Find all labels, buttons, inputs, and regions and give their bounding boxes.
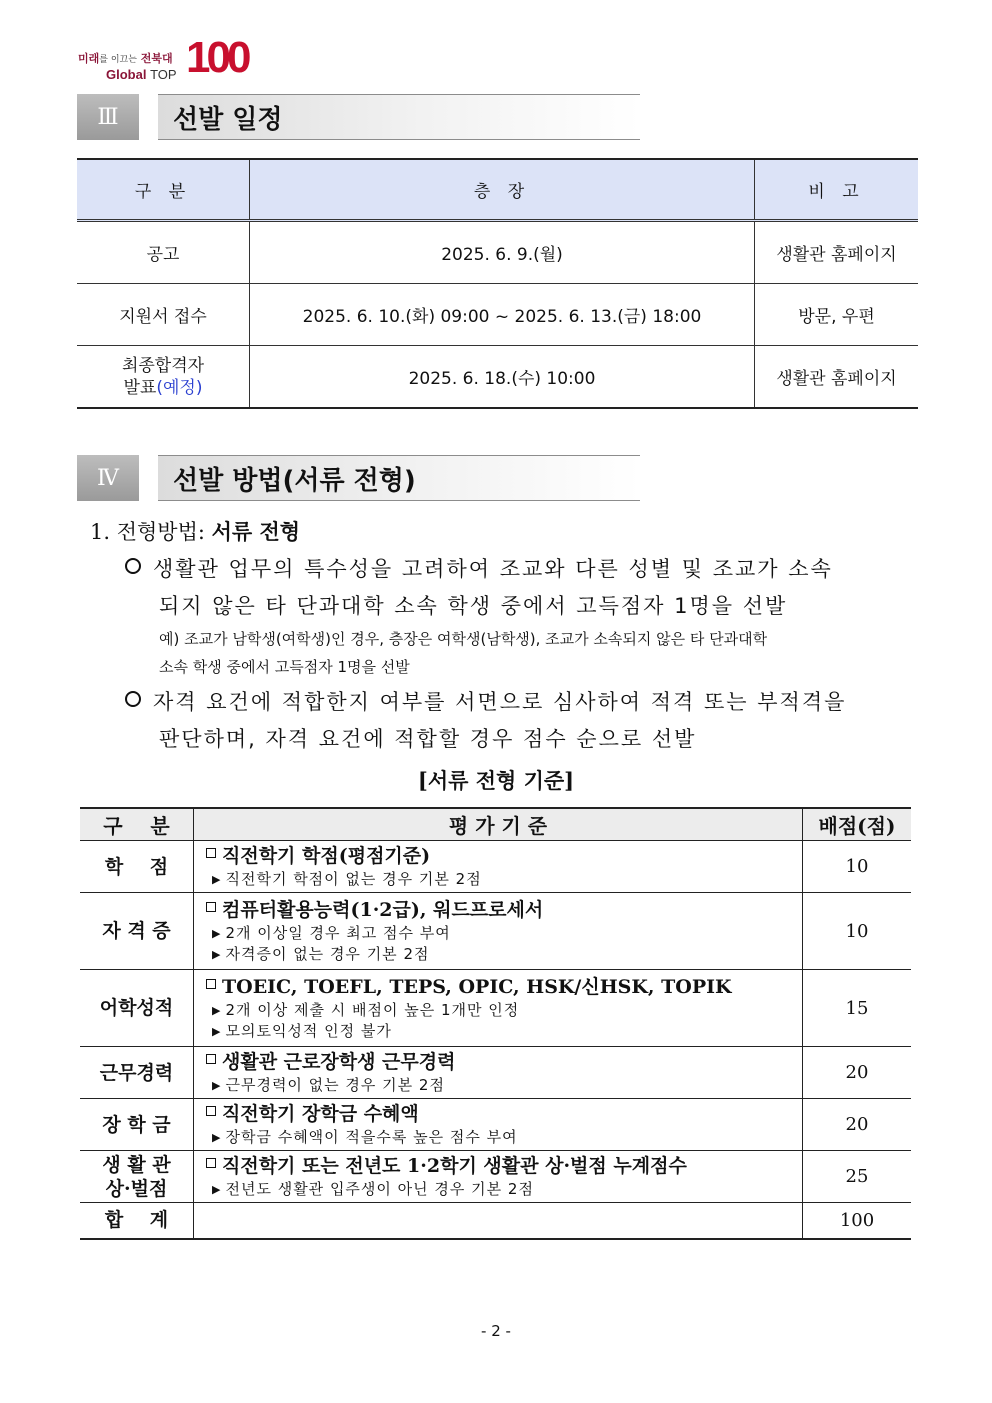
bullet-2-line1: 자격 요건에 적합한지 여부를 서면으로 심사하여 적격 또는 부적격을: [125, 686, 846, 716]
criteria-cell: 직전학기 학점(평점기준) ▶ 직전학기 학점이 없는 경우 기본 2점: [194, 841, 803, 893]
table-row: [77, 284, 918, 346]
schedule-note: 생활관 홈페이지: [755, 221, 919, 284]
logo-100: 100: [186, 33, 248, 82]
section3-number: Ⅲ: [77, 94, 139, 140]
page-number: - 2 -: [481, 1322, 511, 1340]
example-line2: 소속 학생 중에서 고득점자 1명을 선발: [159, 658, 410, 676]
triangle-bullet-icon: ▶: [212, 947, 222, 961]
triangle-bullet-icon: ▶: [212, 1182, 222, 1196]
criteria-header-category: 구 분: [80, 808, 194, 841]
triangle-bullet-icon: ▶: [212, 1078, 222, 1092]
total-score: 100: [803, 1203, 912, 1239]
square-bullet-icon: [206, 902, 216, 912]
schedule-date: 2025. 6. 10.(화) 09:00 ~ 2025. 6. 13.(금) 18:00: [250, 284, 755, 346]
criteria-cell: TOEIC, TOEFL, TEPS, OPIC, HSK/신HSK, TOPIK ▶ 2개 이상 제출 시 배점이 높은 1개만 인정 ▶ 모의토익성적 인정 불가: [194, 970, 803, 1047]
schedule-date: 2025. 6. 9.(월): [250, 221, 755, 284]
triangle-bullet-icon: ▶: [212, 1130, 222, 1144]
criteria-category: 생 활 관 상·벌점: [80, 1151, 194, 1203]
criteria-category: 근무경력: [80, 1047, 194, 1099]
criteria-score: 10: [803, 841, 912, 893]
table-row: [77, 221, 918, 284]
square-bullet-icon: [206, 1106, 216, 1116]
criteria-header-row: [80, 808, 911, 841]
total-empty-cell: [194, 1203, 803, 1239]
circle-bullet-icon: [125, 691, 141, 707]
criteria-cell: 직전학기 장학금 수혜액 ▶ 장학금 수혜액이 적을수록 높은 점수 부여: [194, 1099, 803, 1151]
criteria-cell: 직전학기 또는 전년도 1·2학기 생활관 상·벌점 누계점수 ▶ 전년도 생활관 입주생이 아닌 경우 기본 2점: [194, 1151, 803, 1203]
bullet-1-line1: 생활관 업무의 특수성을 고려하여 조교와 다른 성별 및 조교가 소속: [125, 553, 833, 583]
circle-bullet-icon: [125, 558, 141, 574]
section4-title: 선발 방법(서류 전형): [158, 455, 640, 501]
square-bullet-icon: [206, 979, 216, 989]
method-line: 1. 전형방법: 서류 전형: [90, 519, 301, 544]
criteria-category: 장 학 금: [80, 1099, 194, 1151]
criteria-header-score: 배점(점): [803, 808, 912, 841]
schedule-label: 지원서 접수: [77, 284, 250, 346]
triangle-bullet-icon: ▶: [212, 926, 222, 940]
schedule-note: 생활관 홈페이지: [755, 346, 919, 409]
schedule-label: 최종합격자 발표(예정): [77, 346, 250, 409]
criteria-score: 25: [803, 1151, 912, 1203]
triangle-bullet-icon: ▶: [212, 1024, 222, 1038]
square-bullet-icon: [206, 1158, 216, 1168]
table-row: [80, 1151, 911, 1203]
total-row: [80, 1203, 911, 1239]
triangle-bullet-icon: ▶: [212, 872, 222, 886]
bullet-1-line2: 되지 않은 타 단과대학 소속 학생 중에서 고득점자 1명을 선발: [159, 594, 788, 618]
total-label: 합 계: [80, 1203, 194, 1239]
section4-number: Ⅳ: [77, 455, 139, 501]
schedule-note: 방문, 우편: [755, 284, 919, 346]
schedule-table: [77, 158, 918, 409]
criteria-score: 20: [803, 1099, 912, 1151]
logo-global-top: Global TOP: [106, 67, 177, 82]
table-row: [80, 841, 911, 893]
criteria-title: [서류 전형 기준]: [417, 768, 575, 793]
logo-tagline: 미래를 이끄는 전북대: [78, 52, 173, 65]
table-row: [80, 893, 911, 970]
criteria-category: 자 격 증: [80, 893, 194, 970]
criteria-cell: 생활관 근로장학생 근무경력 ▶ 근무경력이 없는 경우 기본 2점: [194, 1047, 803, 1099]
table-row: [80, 1047, 911, 1099]
square-bullet-icon: [206, 1054, 216, 1064]
tentative-mark: (예정): [156, 377, 203, 398]
example-line1: 예) 조교가 남학생(여학생)인 경우, 층장은 여학생(남학생), 조교가 소속되지 않은 타 단과대학: [159, 630, 768, 648]
square-bullet-icon: [206, 848, 216, 858]
university-logo: [78, 33, 253, 84]
criteria-category: 학 점: [80, 841, 194, 893]
criteria-score: 10: [803, 893, 912, 970]
schedule-header-category: 구 분: [77, 159, 250, 221]
bullet-2-line2: 판단하며, 자격 요건에 적합할 경우 점수 순으로 선발: [159, 727, 697, 751]
criteria-header-criteria: 평 가 기 준: [194, 808, 803, 841]
criteria-cell: 컴퓨터활용능력(1·2급), 워드프로세서 ▶ 2개 이상일 경우 최고 점수 부여 ▶ 자격증이 없는 경우 기본 2점: [194, 893, 803, 970]
schedule-header-note: 비 고: [755, 159, 919, 221]
table-row: [80, 1099, 911, 1151]
table-row: [77, 346, 918, 409]
table-row: [80, 970, 911, 1047]
criteria-table: [80, 807, 911, 1240]
schedule-label: 공고: [77, 221, 250, 284]
schedule-header-row: [77, 159, 918, 221]
section3-title: 선발 일정: [158, 94, 640, 140]
schedule-header-floor-leader: 층 장: [250, 159, 755, 221]
criteria-score: 15: [803, 970, 912, 1047]
triangle-bullet-icon: ▶: [212, 1003, 222, 1017]
criteria-score: 20: [803, 1047, 912, 1099]
criteria-category: 어학성적: [80, 970, 194, 1047]
schedule-date: 2025. 6. 18.(수) 10:00: [250, 346, 755, 409]
